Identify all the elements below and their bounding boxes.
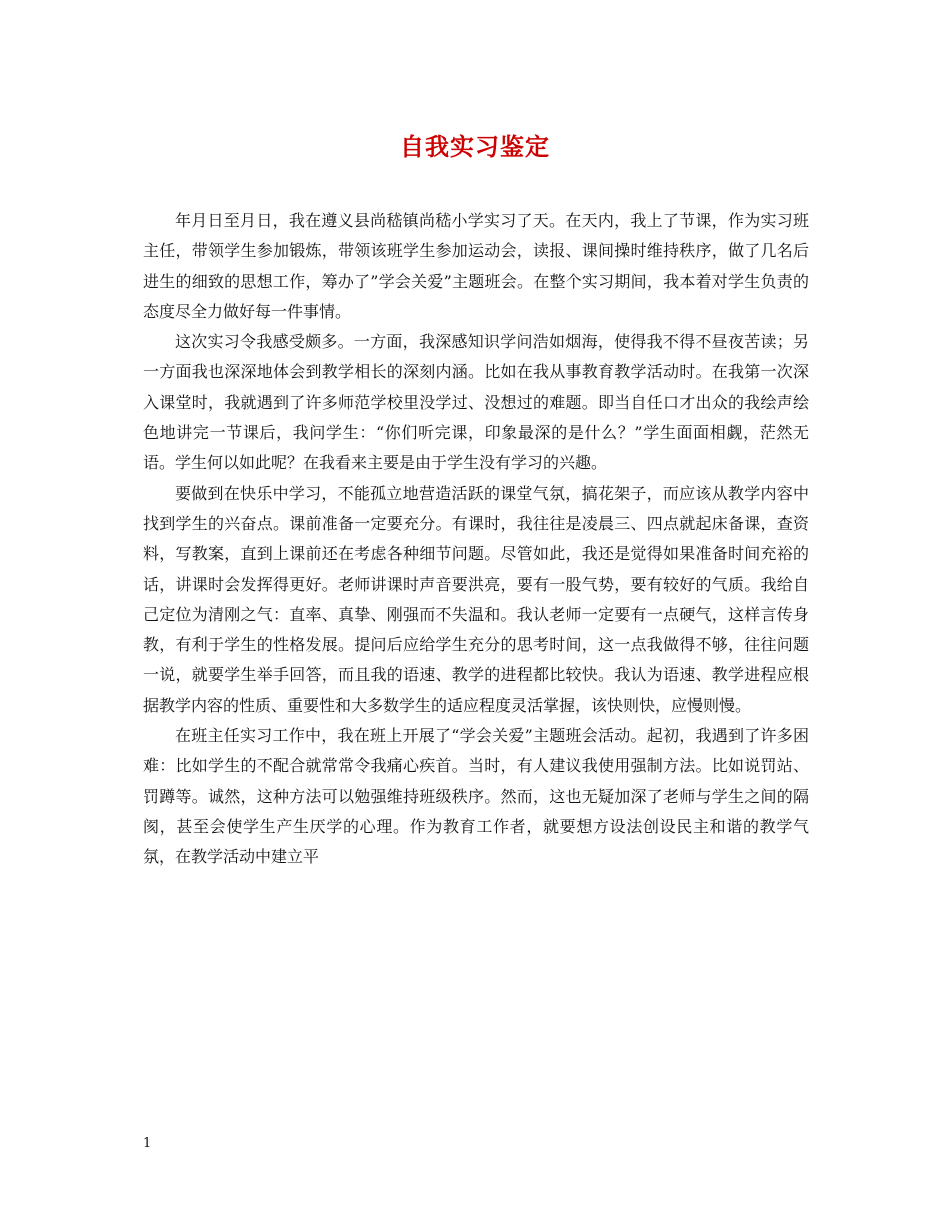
page-number: 1 [143,1136,152,1151]
paragraph-3: 要做到在快乐中学习，不能孤立地营造活跃的课堂气氛，搞花架子，而应该从教学内容中找到学生的兴奋点。课前准备一定要充分。有课时，我往往是凌晨三、四点就起床备课，查资料，写教案，直到上课前还在考虑各种细节问题。尽管如此，我还是觉得如果准备时间充裕的话，讲课时会发挥得更好。老师讲课时声音要洪亮，要有一股气势，要有较好的气质。我给自己定位为清刚之气：直率、真挚、刚强而不失温和。我认老师一定要有一点硬气，这样言传身教，有利于学生的性格发展。提问后应给学生充分的思考时间，这一点我做得不够，往往问题一说，就要学生举手回答，而且我的语速、教学的进程都比较快。我认为语速、教学进程应根据教学内容的性质、重要性和大多数学生的适应程度灵活掌握，该快则快，应慢则慢。 [143,483,809,715]
paragraph-1: 年月日至月日，我在遵义县尚嵇镇尚嵇小学实习了天。在天内，我上了节课，作为实习班主任，带领学生参加锻炼，带领该班学生参加运动会，读报、课间操时维持秩序，做了几名后进生的细致的思想工作，筹办了”学会关爱”主题班会。在整个实习期间，我本着对学生负责的态度尽全力做好每一件事情。 [143,211,809,321]
document-title: 自我实习鉴定 [400,132,550,161]
document-body [143,206,809,873]
paragraph-4: 在班主任实习工作中，我在班上开展了“学会关爱”主题班会活动。起初，我遇到了许多困难：比如学生的不配合就常常令我痛心疾首。当时，有人建议我使用强制方法。比如说罚站、罚蹲等。诚然，这种方法可以勉强维持班级秩序。然而，这也无疑加深了老师与学生之间的隔阂，甚至会使学生产生厌学的心理。作为教育工作者，就要想方设法创设民主和谐的教学气氛，在教学活动中建立平 [143,726,809,867]
paragraph-2: 这次实习令我感受颇多。一方面，我深感知识学问浩如烟海，使得我不得不昼夜苦读；另一方面我也深深地体会到教学相长的深刻内涵。比如在我从事教育教学活动时。在我第一次深入课堂时，我就遇到了许多师范学校里没学过、没想过的难题。即当自任口才出众的我绘声绘色地讲完一节课后，我问学生：“你们听完课，印象最深的是什么？”学生面面相觑，茫然无语。学生何以如此呢？在我看来主要是由于学生没有学习的兴趣。 [143,332,809,473]
